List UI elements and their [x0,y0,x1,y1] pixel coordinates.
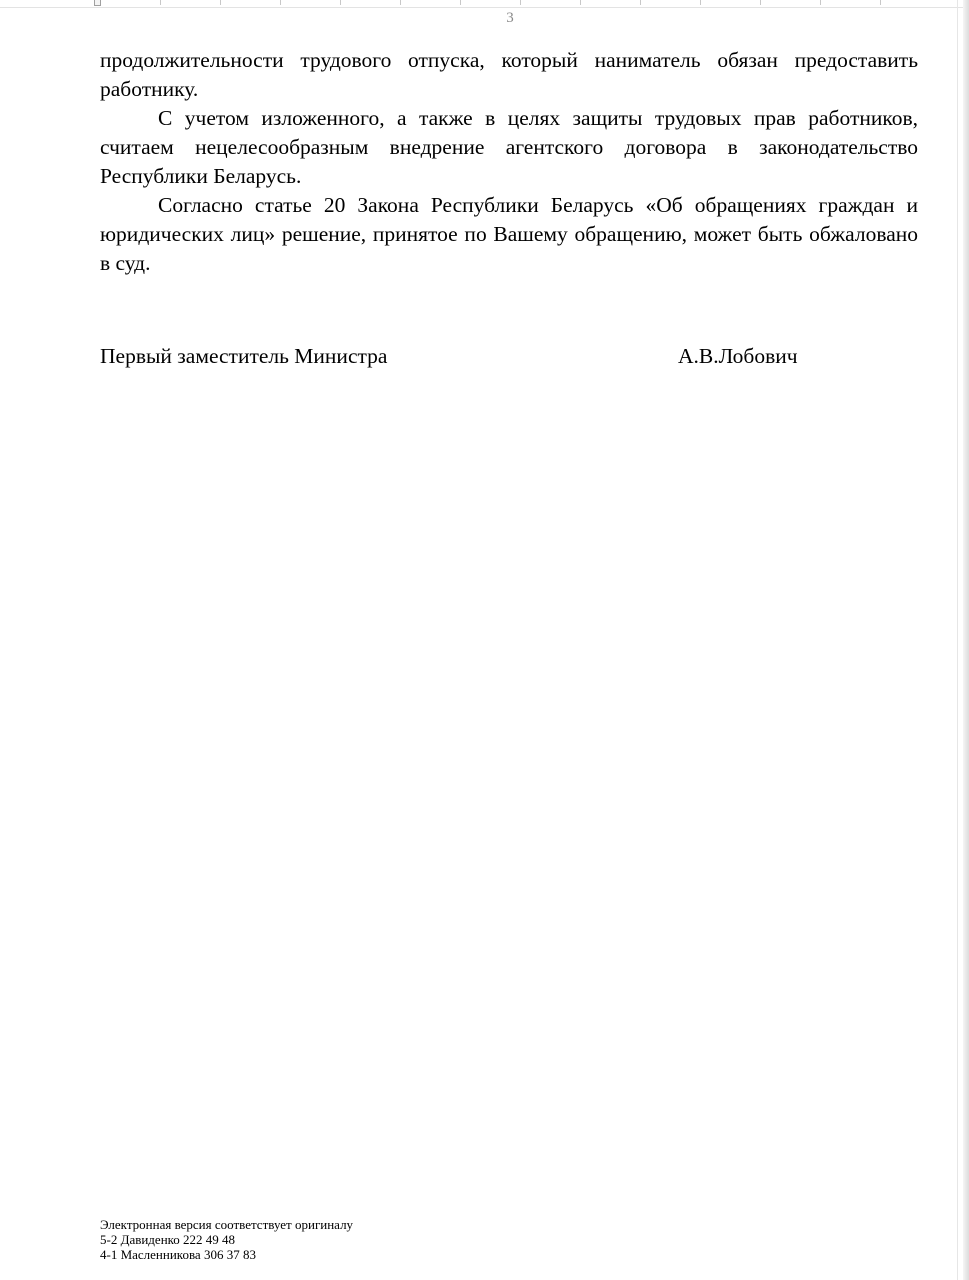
ruler-tick [880,0,881,5]
ruler-tick [460,0,461,5]
indent-marker-icon[interactable] [94,0,101,6]
page-edge-shadow [963,0,969,1280]
signatory-position: Первый заместитель Министра [100,344,388,368]
ruler-tick [760,0,761,5]
paragraph-conclusion: С учетом изложенного, а также в целях защиты трудовых прав работников, считаем нецелесообразным внедрение агентского договора в законодательство Республики Беларусь. [100,106,918,188]
paragraph-appeal-right: Согласно статье 20 Закона Республики Беларусь «Об обращениях граждан и юридических лиц» решение, принятое по Вашему обращению, может быть обжаловано в суд. [100,193,918,275]
document-footer [100,1217,353,1262]
letter-body[interactable] [100,46,918,278]
ruler-tick [520,0,521,5]
ruler-tick [400,0,401,5]
ruler-tick [700,0,701,5]
ruler-tick [160,0,161,5]
signatory-name: А.В.Лобович [678,344,798,368]
ruler-tick [580,0,581,5]
page-number: 3 [506,10,514,26]
footer-contact: 5-2 Давиденко 222 49 48 [100,1232,236,1247]
ruler-tick [340,0,341,5]
horizontal-ruler[interactable] [0,0,969,8]
ruler-tick [220,0,221,5]
ruler-tick [640,0,641,5]
ruler-tick [820,0,821,5]
footer-contact: 4-1 Масленникова 306 37 83 [100,1247,256,1262]
paragraph-continuation: продолжительности трудового отпуска, который наниматель обязан предоставить работнику. [100,48,918,101]
ruler-tick [280,0,281,5]
footer-authenticity-note: Электронная версия соответствует оригиналу [100,1217,354,1232]
page-border [957,0,958,1280]
